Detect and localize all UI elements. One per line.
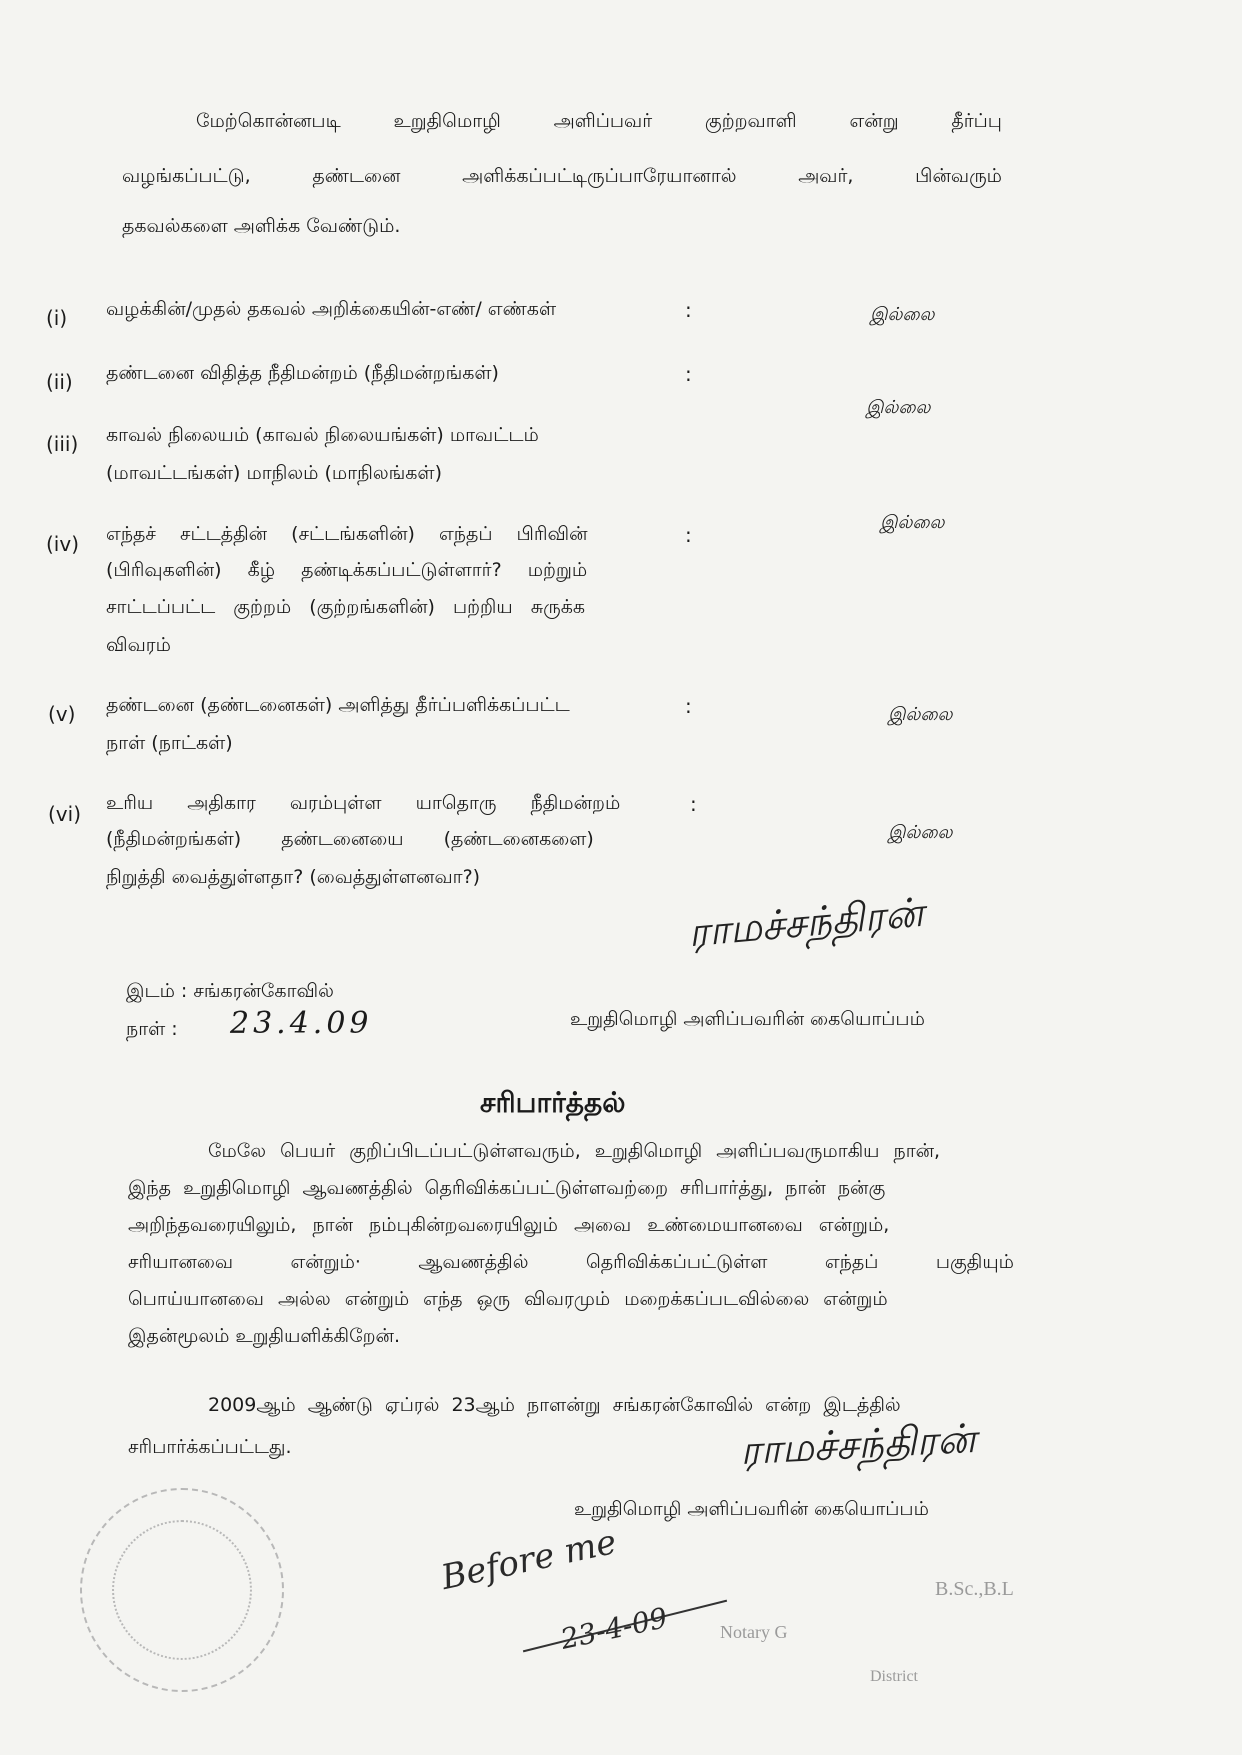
intro-word: மேற்கொன்னபடி [196,110,341,132]
verification-line [128,1251,1014,1276]
item-number: (iii) [46,432,79,456]
closing-line: 2009ஆம் ஆண்டு ஏப்ரல் 23ஆம் நாளன்று சங்கரன்கோவில் என்ற இடத்தில் [208,1394,901,1416]
intro-line-2 [122,165,1002,190]
item-colon: : [690,792,697,816]
verification-word: எந்தப் [824,1251,879,1273]
item-text: (நீதிமன்றங்கள்) தண்டனையை (தண்டனைகளை) [106,828,594,850]
place-label: இடம் : சங்கரன்கோவில் [126,980,334,1002]
item-text: நிறுத்தி வைத்துள்ளதா? (வைத்துள்ளனவா?) [106,866,481,888]
closing-line: சரிபார்க்கப்பட்டது. [128,1436,292,1458]
intro-word: அளிக்கப்பட்டிருப்பாரேயானால் [462,165,737,187]
item-colon: : [685,694,692,718]
item-text: சாட்டப்பட்ட குற்றம் (குற்றங்களின்) பற்றிய சுருக்க [106,596,586,618]
intro-word: தீர்ப்பு [951,110,1002,132]
item-answer: இல்லை [880,512,945,533]
intro-word: என்று [849,110,899,132]
item-colon: : [685,362,692,386]
item-answer: இல்லை [870,304,935,325]
verification-line: பொய்யானவை அல்ல என்றும் எந்த ஒரு விவரமும் மறைக்கப்படவில்லை என்றும் [128,1288,888,1310]
item-text [106,424,664,449]
item-text: (பிரிவுகளின்) கீழ் தண்டிக்கப்பட்டுள்ளார்? மற்றும் [106,559,588,581]
intro-line-3: தகவல்களை அளிக்க வேண்டும். [122,215,401,237]
item-number: (v) [48,702,76,726]
verification-line: அறிந்தவரையிலும், நான் நம்புகின்றவரையிலும் அவை உண்மையானவை என்றும், [128,1214,890,1236]
item-number: (ii) [46,370,73,394]
verification-word: ஆவணத்தில் [418,1251,529,1273]
verification-line: இந்த உறுதிமொழி ஆவணத்தில் தெரிவிக்கப்பட்டுள்ளவற்றை சரிபார்த்து, நான் நன்கு [128,1177,886,1199]
item-text: நாள் (நாட்கள்) [106,732,233,754]
notary-qualification: B.Sc.,B.L [935,1578,1014,1600]
item-line: காவல் நிலையம் (காவல் நிலையங்கள்) மாவட்டம் [106,424,539,446]
verification-word: பகுதியும் [935,1251,1014,1273]
item-text: வழக்கின்/முதல் தகவல் அறிக்கையின்-எண்/ எண்கள் [106,298,557,320]
intro-word: பின்வரும் [915,165,1002,187]
intro-word: தண்டனை [312,165,401,187]
item-colon: : [685,523,692,547]
item-text: தண்டனை (தண்டனைகள்) அளித்து தீர்ப்பளிக்கப்பட்ட [106,694,570,716]
intro-word: குற்றவாளி [704,110,797,132]
intro-word: வழங்கப்பட்டு, [122,165,251,187]
date-label: நாள் : [126,1018,178,1040]
notary-seal-inner-icon [112,1520,252,1660]
verification-line: மேலே பெயர் குறிப்பிடப்பட்டுள்ளவரும், உறுதிமொழி அளிப்பவருமாகிய நான், [208,1140,941,1162]
handwritten-signature: ராமச்சந்திரன் [686,889,926,957]
item-text: உரிய அதிகார வரம்புள்ள யாதொரு நீதிமன்றம் [106,792,621,814]
item-text: எந்தச் சட்டத்தின் (சட்டங்களின்) எந்தப் பிரிவின் [106,523,588,545]
intro-word: அளிப்பவர் [553,110,653,132]
verification-title: சரிபார்த்தல் [480,1086,626,1119]
verification-word: தெரிவிக்கப்பட்டுள்ள [586,1251,768,1273]
notary-date: 23-4-09 [557,1601,671,1656]
item-text: விவரம் [106,634,171,656]
item-text: (மாவட்டங்கள்) மாநிலம் (மாநிலங்கள்) [106,462,442,484]
verification-word: சரியானவை [128,1251,234,1273]
item-answer: இல்லை [866,397,931,418]
item-answer: இல்லை [888,822,953,843]
item-number: (vi) [48,802,81,826]
notary-district: District [870,1668,918,1685]
intro-word: உறுதிமொழி [393,110,501,132]
notary-title: Notary G [720,1622,788,1642]
signature-caption: உறுதிமொழி அளிப்பவரின் கையொப்பம் [570,1008,925,1030]
verification-word: என்றும்· [290,1251,361,1273]
handwritten-signature: ராமச்சந்திரன் [738,1415,977,1475]
notary-before-me: Before me [437,1521,620,1599]
verification-line: இதன்மூலம் உறுதியளிக்கிறேன். [128,1325,401,1347]
intro-word: அவர், [798,165,854,187]
item-number: (i) [46,306,68,330]
signature-caption: உறுதிமொழி அளிப்பவரின் கையொப்பம் [574,1498,929,1520]
item-colon: : [685,298,692,322]
date-value: 23.4.09 [230,1006,373,1041]
intro-line-1 [196,110,1002,135]
item-number: (iv) [46,532,79,556]
item-text: தண்டனை விதித்த நீதிமன்றம் (நீதிமன்றங்கள்) [106,362,499,384]
item-answer: இல்லை [888,704,953,725]
